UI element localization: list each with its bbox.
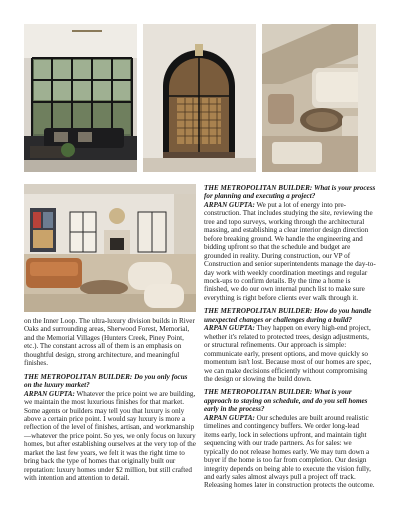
photo-overhead-living <box>262 24 376 172</box>
photo-arched-wine-door <box>143 24 256 172</box>
interview-question: THE METROPOLITAN BUILDER: How do you handle unexpected changes or challenges during a build? <box>204 307 372 324</box>
photo-living-room-windows <box>24 24 137 172</box>
article-right-column <box>204 184 376 495</box>
answer-speaker: ARPAN GUPTA: <box>204 200 255 209</box>
interview-question: THE METROPOLITAN BUILDER: Do you only focus on the luxury market? <box>24 372 188 390</box>
qa-block <box>204 184 376 302</box>
qa-block <box>204 307 376 383</box>
qa-block <box>204 388 376 489</box>
article-left-column <box>24 317 196 488</box>
answer-speaker: ARPAN GUPTA: <box>204 413 255 422</box>
interview-question: THE METROPOLITAN BUILDER: What is your approach to staying on schedule, and do you sell homes early in the process? <box>204 388 368 414</box>
answer-text: We put a lot of energy into pre-construction. That includes studying the site, reviewing the tree and topo surveys, working through the architectural massing, and establishing a clear interior design direction before breaking ground. We handle the engineering and bidding upfront so that the schedule and budget are grounded in reality. During construction, our VP of Construction and senior superintendents manage the day-to-day work with weekly coordination meetings and regular mock-ups to confirm details. By the time a home is finished, we do our own internal punch list to make sure everything is right before clients ever walk through it. <box>204 200 376 302</box>
interview-question: THE METROPOLITAN BUILDER: What is your process for planning and executing a project? <box>204 184 376 201</box>
intro-paragraph: on the Inner Loop. The ultra-luxury division builds in River Oaks and surrounding areas, Sherwood Forest, Memorial, and the Memorial Villages (Hunters Creek, Piney Point, etc.). The constant across all of them is an emphasis on thoughtful design, strong architecture, and meaningful finishes. <box>24 317 195 368</box>
answer-text: They happen on every high-end project, whether it's related to protected trees, design adjustments, or structural refinements. Our approach is simple: communicate early, present options, and move quickly so momentum isn't lost. Because most of our homes are spec, we can make decisions efficiently without compromising the design or slowing the build down. <box>204 324 372 383</box>
qa-block <box>24 373 196 483</box>
answer-speaker: ARPAN GUPTA: <box>24 389 75 398</box>
answer-speaker: ARPAN GUPTA: <box>204 324 255 333</box>
answer-text: Whatever the price point we are building, we maintain the most luxurious finishes for that market. Some agents or builders may tell you that luxury is only above a certain price point. I would say luxury is more a reflection of the level of finishes, artisan, and workmanship—whatever the price point. So yes, we only focus on luxury homes, but after establishing ourselves at the very top of the market the last few years, we felt it was the right time to bring back the type of homes that originally built our reputation: luxury homes under $2 million, but still crafted with intention and attention to detail. <box>24 389 196 483</box>
answer-text: Our schedules are built around realistic timelines and contingency buffers. We order long-lead items early, lock in selections upfront, and maintain tight sequencing with our trade partners. As for sales: we typically do not release homes early. We may turn down a buyer if the home is too far from completion. Our design integrity depends on being able to execute the vision fully, and early sales almost always pull a project off track. Releasing homes later in construction protects the outcome. <box>204 413 375 490</box>
photo-family-room <box>24 184 196 312</box>
